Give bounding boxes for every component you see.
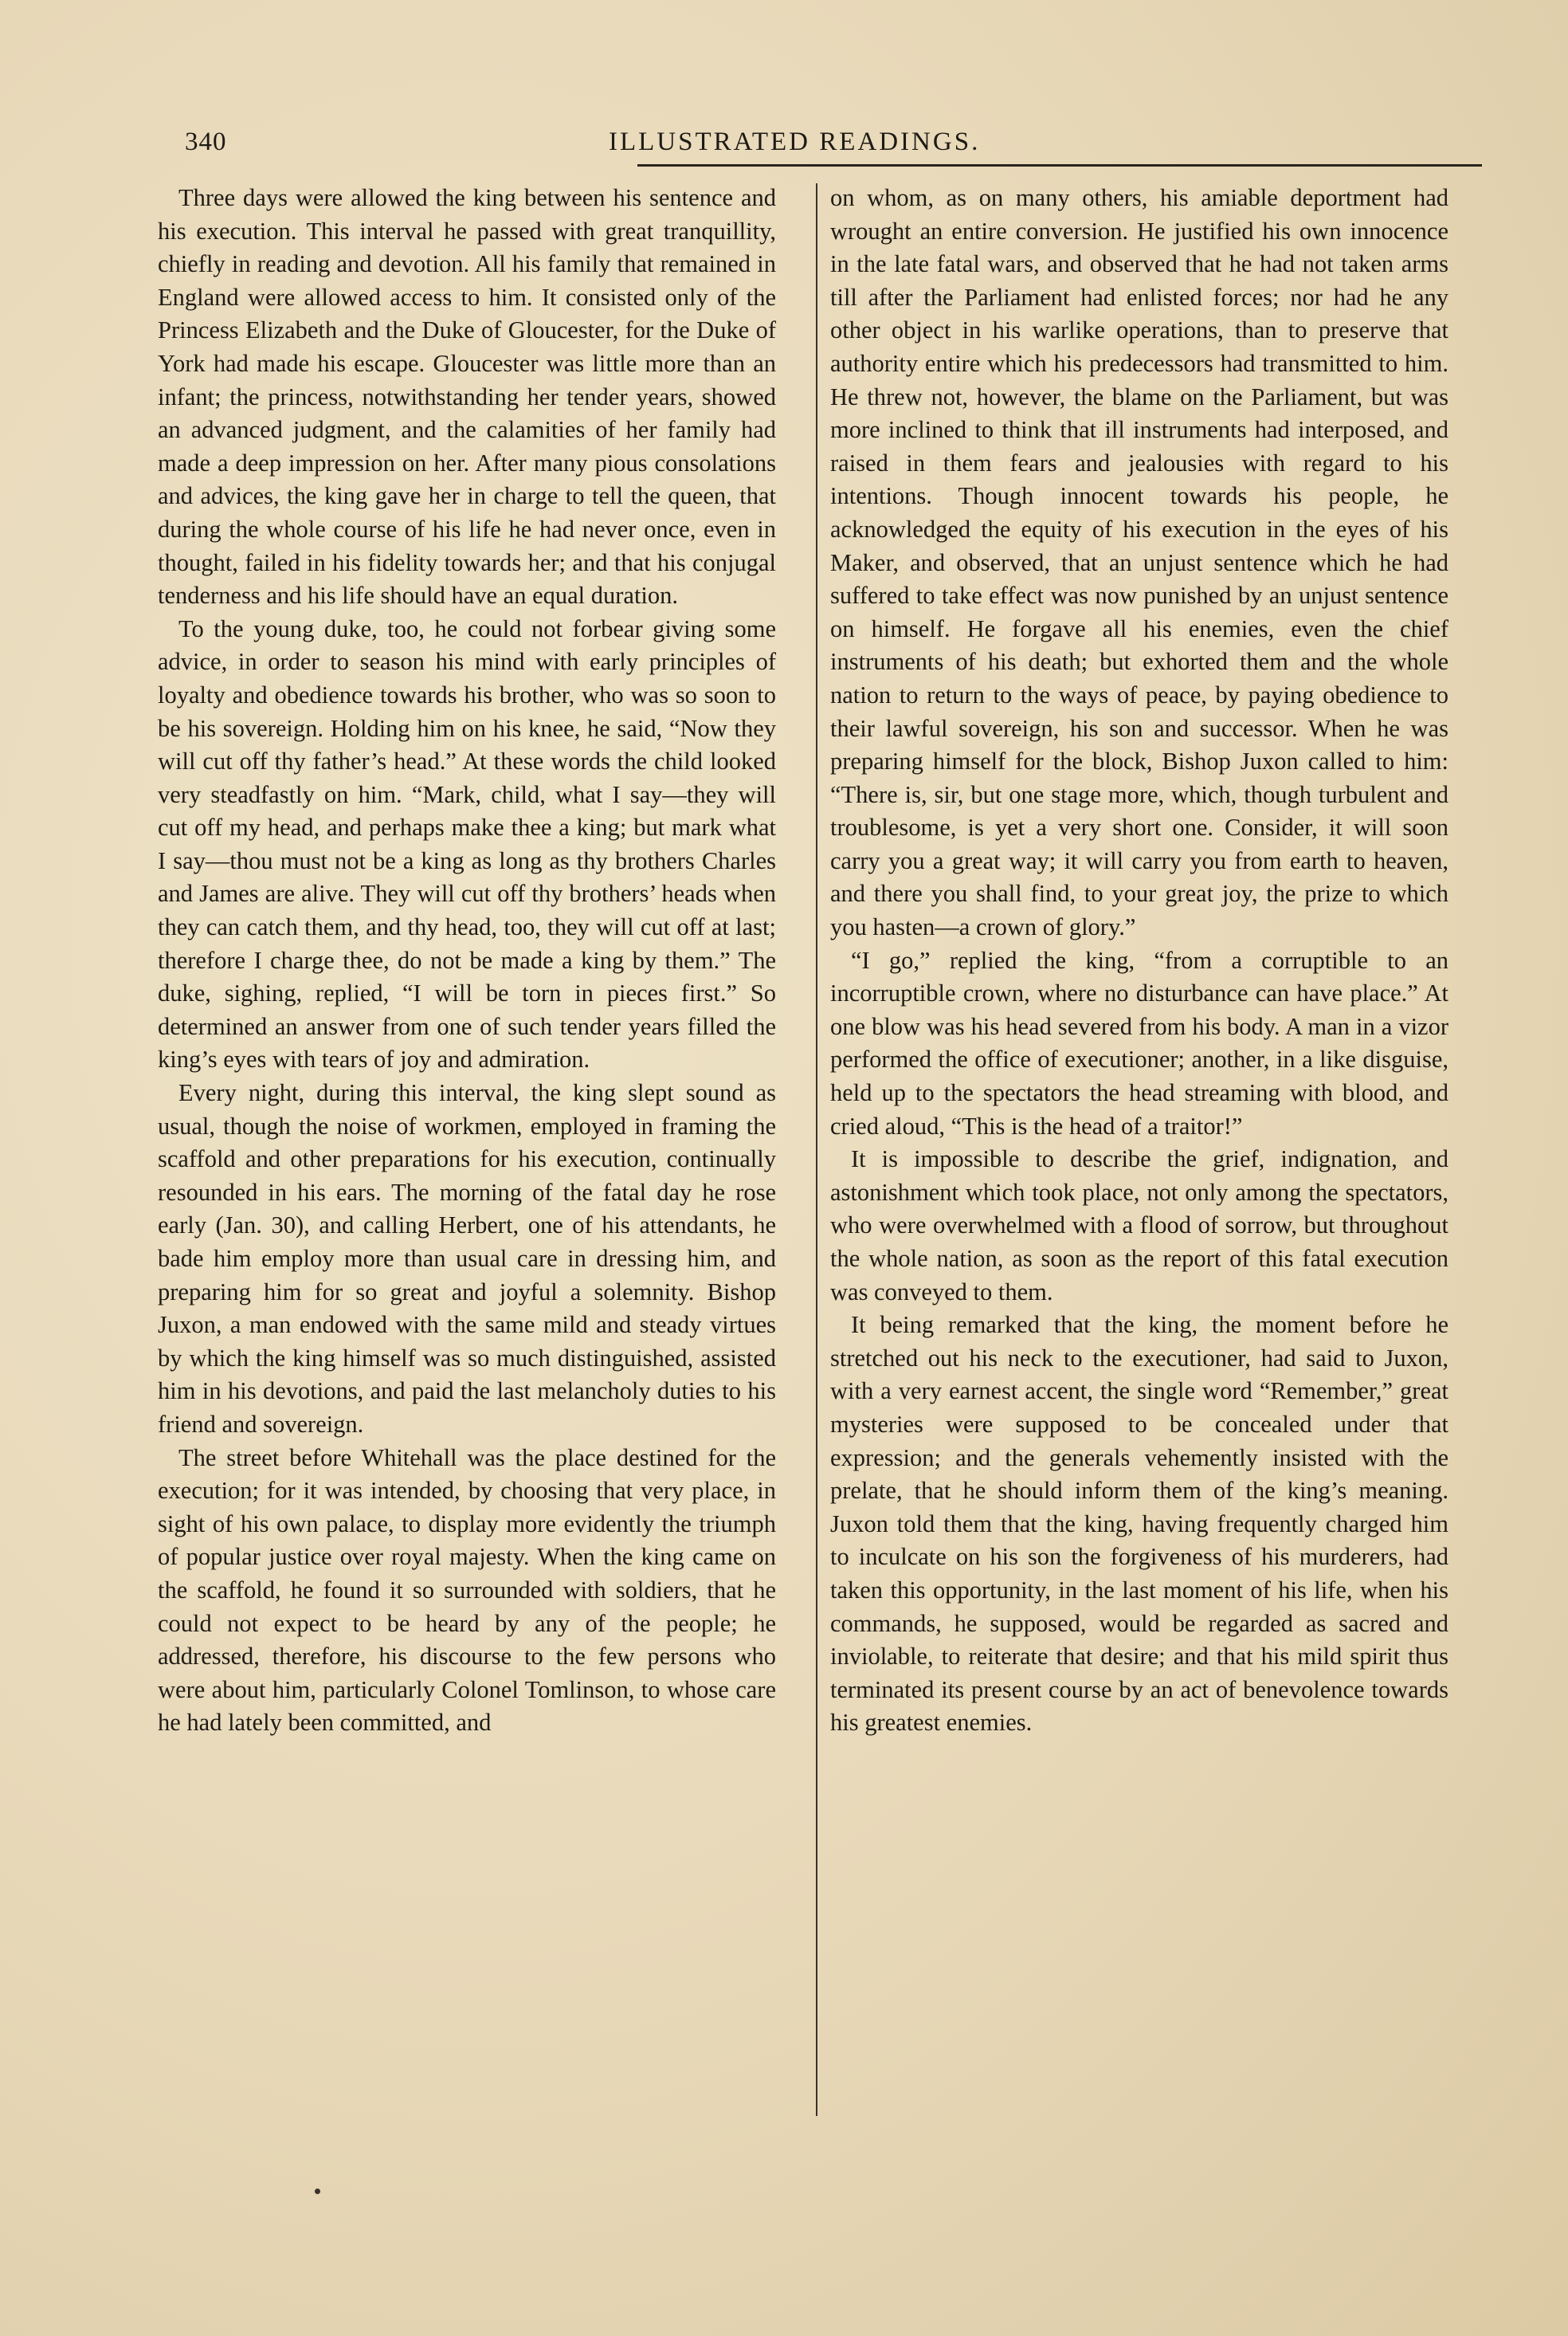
page-number: 340 [185,128,227,156]
paragraph: It is impossible to describe the grief, indignation, and astonishment which took place, not only among the spectators, who were overwhelmed with a flood of sorrow, but throughout the whole nation, as soon as the report of this fatal execution was conveyed to them. [830,1145,1448,1305]
ink-speck [315,2189,320,2194]
paragraph: Every night, during this interval, the king slept sound as usual, though the noise of workmen, employed in framing the scaffold and other preparations for his execution, continually resounded in his ears. The morning of the fatal day he rose early (Jan. 30), and calling Herbert, one of his attendants, he bade him employ more than usual care in dressing him, and preparing him for so great and joyful a solemnity. Bishop Juxon, a man endowed with the same mild and steady virtues by which the king himself was so much distinguished, assisted him in his devotions, and paid the last melancholy duties to his friend and sovereign. [158,1079,776,1438]
page-header [185,128,1476,166]
column-divider [816,183,817,2116]
paragraph: on whom, as on many others, his amiable deportment had wrought an entire conversion. He justified his own innocence in the late fatal wars, and observed that he had not taken arms till after the Parliament had enlisted forces; nor had he any other object in his warlike operations, than to preserve that authority entire which his predecessors had transmitted to him. He threw not, however, the blame on the Parliament, but was more inclined to think that ill instruments had interposed, and raised in them fears and jealousies with regard to his intentions. Though innocent towards his people, he acknowledged the equity of his execution in the eyes of his Maker, and observed, that an unjust sentence which he had suffered to take effect was now punished by an unjust sentence on himself. He forgave all his enemies, even the chief instruments of his death; but exhorted them and the whole nation to return to the ways of peace, by paying obedience to their lawful sovereign, his son and successor. When he was preparing himself for the block, Bishop Juxon called to him: “There is, sir, but one stage more, which, though turbulent and troublesome, is yet a very short one. Consider, it will soon carry you a great way; it will carry you from earth to heaven, and there you shall find, to your great joy, the prize to which you hasten—a crown of glory.” [830,184,1448,941]
header-rule [637,164,1482,167]
paragraph: To the young duke, too, he could not forbear giving some advice, in order to season his mind with early principles of loyalty and obedience towards his brother, who was so soon to be his sovereign. Holding him on his knee, he said, “Now they will cut off thy father’s head.” At these words the child looked very steadfastly on him. “Mark, child, what I say—they will cut off my head, and perhaps make thee a king; but mark what I say—thou must not be a king as long as thy brothers Charles and James are alive. They will cut off thy brothers’ heads when they can catch them, and thy head, too, they will cut off at last; therefore I charge thee, do not be made a king by them.” The duke, sighing, replied, “I will be torn in pieces first.” So determined an answer from one of such tender years filled the king’s eyes with tears of joy and admiration. [158,614,776,1074]
paragraph: The street before Whitehall was the place destined for the execution; for it was intended, by choosing that very place, in sight of his own palace, to display more evidently the triumph of popular justice over royal majesty. When the king came on the scaffold, he found it so surrounded with soldiers, that he could not expect to be heard by any of the people; he addressed, therefore, his discourse to the few persons who were about him, particularly Colonel Tomlinson, to whose care he had lately been committed, and [158,1443,776,1737]
right-column [830,182,1448,1740]
paragraph: It being remarked that the king, the moment before he stretched out his neck to the executioner, had said to Juxon, with a very earnest accent, the single word “Remember,” great mysteries were supposed to be concealed under that expression; and the generals vehemently insisted with the prelate, that he should inform them of the king’s meaning. Juxon told them that the king, having frequently charged him to inculcate on his son the forgiveness of his murderers, had taken this opportunity, in the last moment of his life, when his commands, he supposed, would be regarded as sacred and inviolable, to reiterate that desire; and that his mild spirit thus terminated its present course by an act of benevolence towards his greatest enemies. [830,1311,1448,1737]
running-title: ILLUSTRATED READINGS. [609,128,981,156]
left-column [158,182,776,1740]
paragraph: “I go,” replied the king, “from a corruptible to an incorruptible crown, where no disturbance can have place.” At one blow was his head severed from his body. A man in a vizor performed the office of executioner; another, in a like disguise, held up to the spectators the head streaming with blood, and cried aloud, “This is the head of a traitor!” [830,946,1448,1140]
paragraph: Three days were allowed the king between his sentence and his execution. This interval he passed with great tranquillity, chiefly in reading and devotion. All his family that remained in England were allowed access to him. It consisted only of the Princess Elizabeth and the Duke of Gloucester, for the Duke of York had made his escape. Gloucester was little more than an infant; the princess, notwithstanding her tender years, showed an advanced judgment, and the calamities of her family had made a deep impression on her. After many pious consolations and advices, the king gave her in charge to tell the queen, that during the whole course of his life he had never once, even in thought, failed in his fidelity towards her; and that his conjugal tenderness and his life should have an equal duration. [158,184,776,610]
